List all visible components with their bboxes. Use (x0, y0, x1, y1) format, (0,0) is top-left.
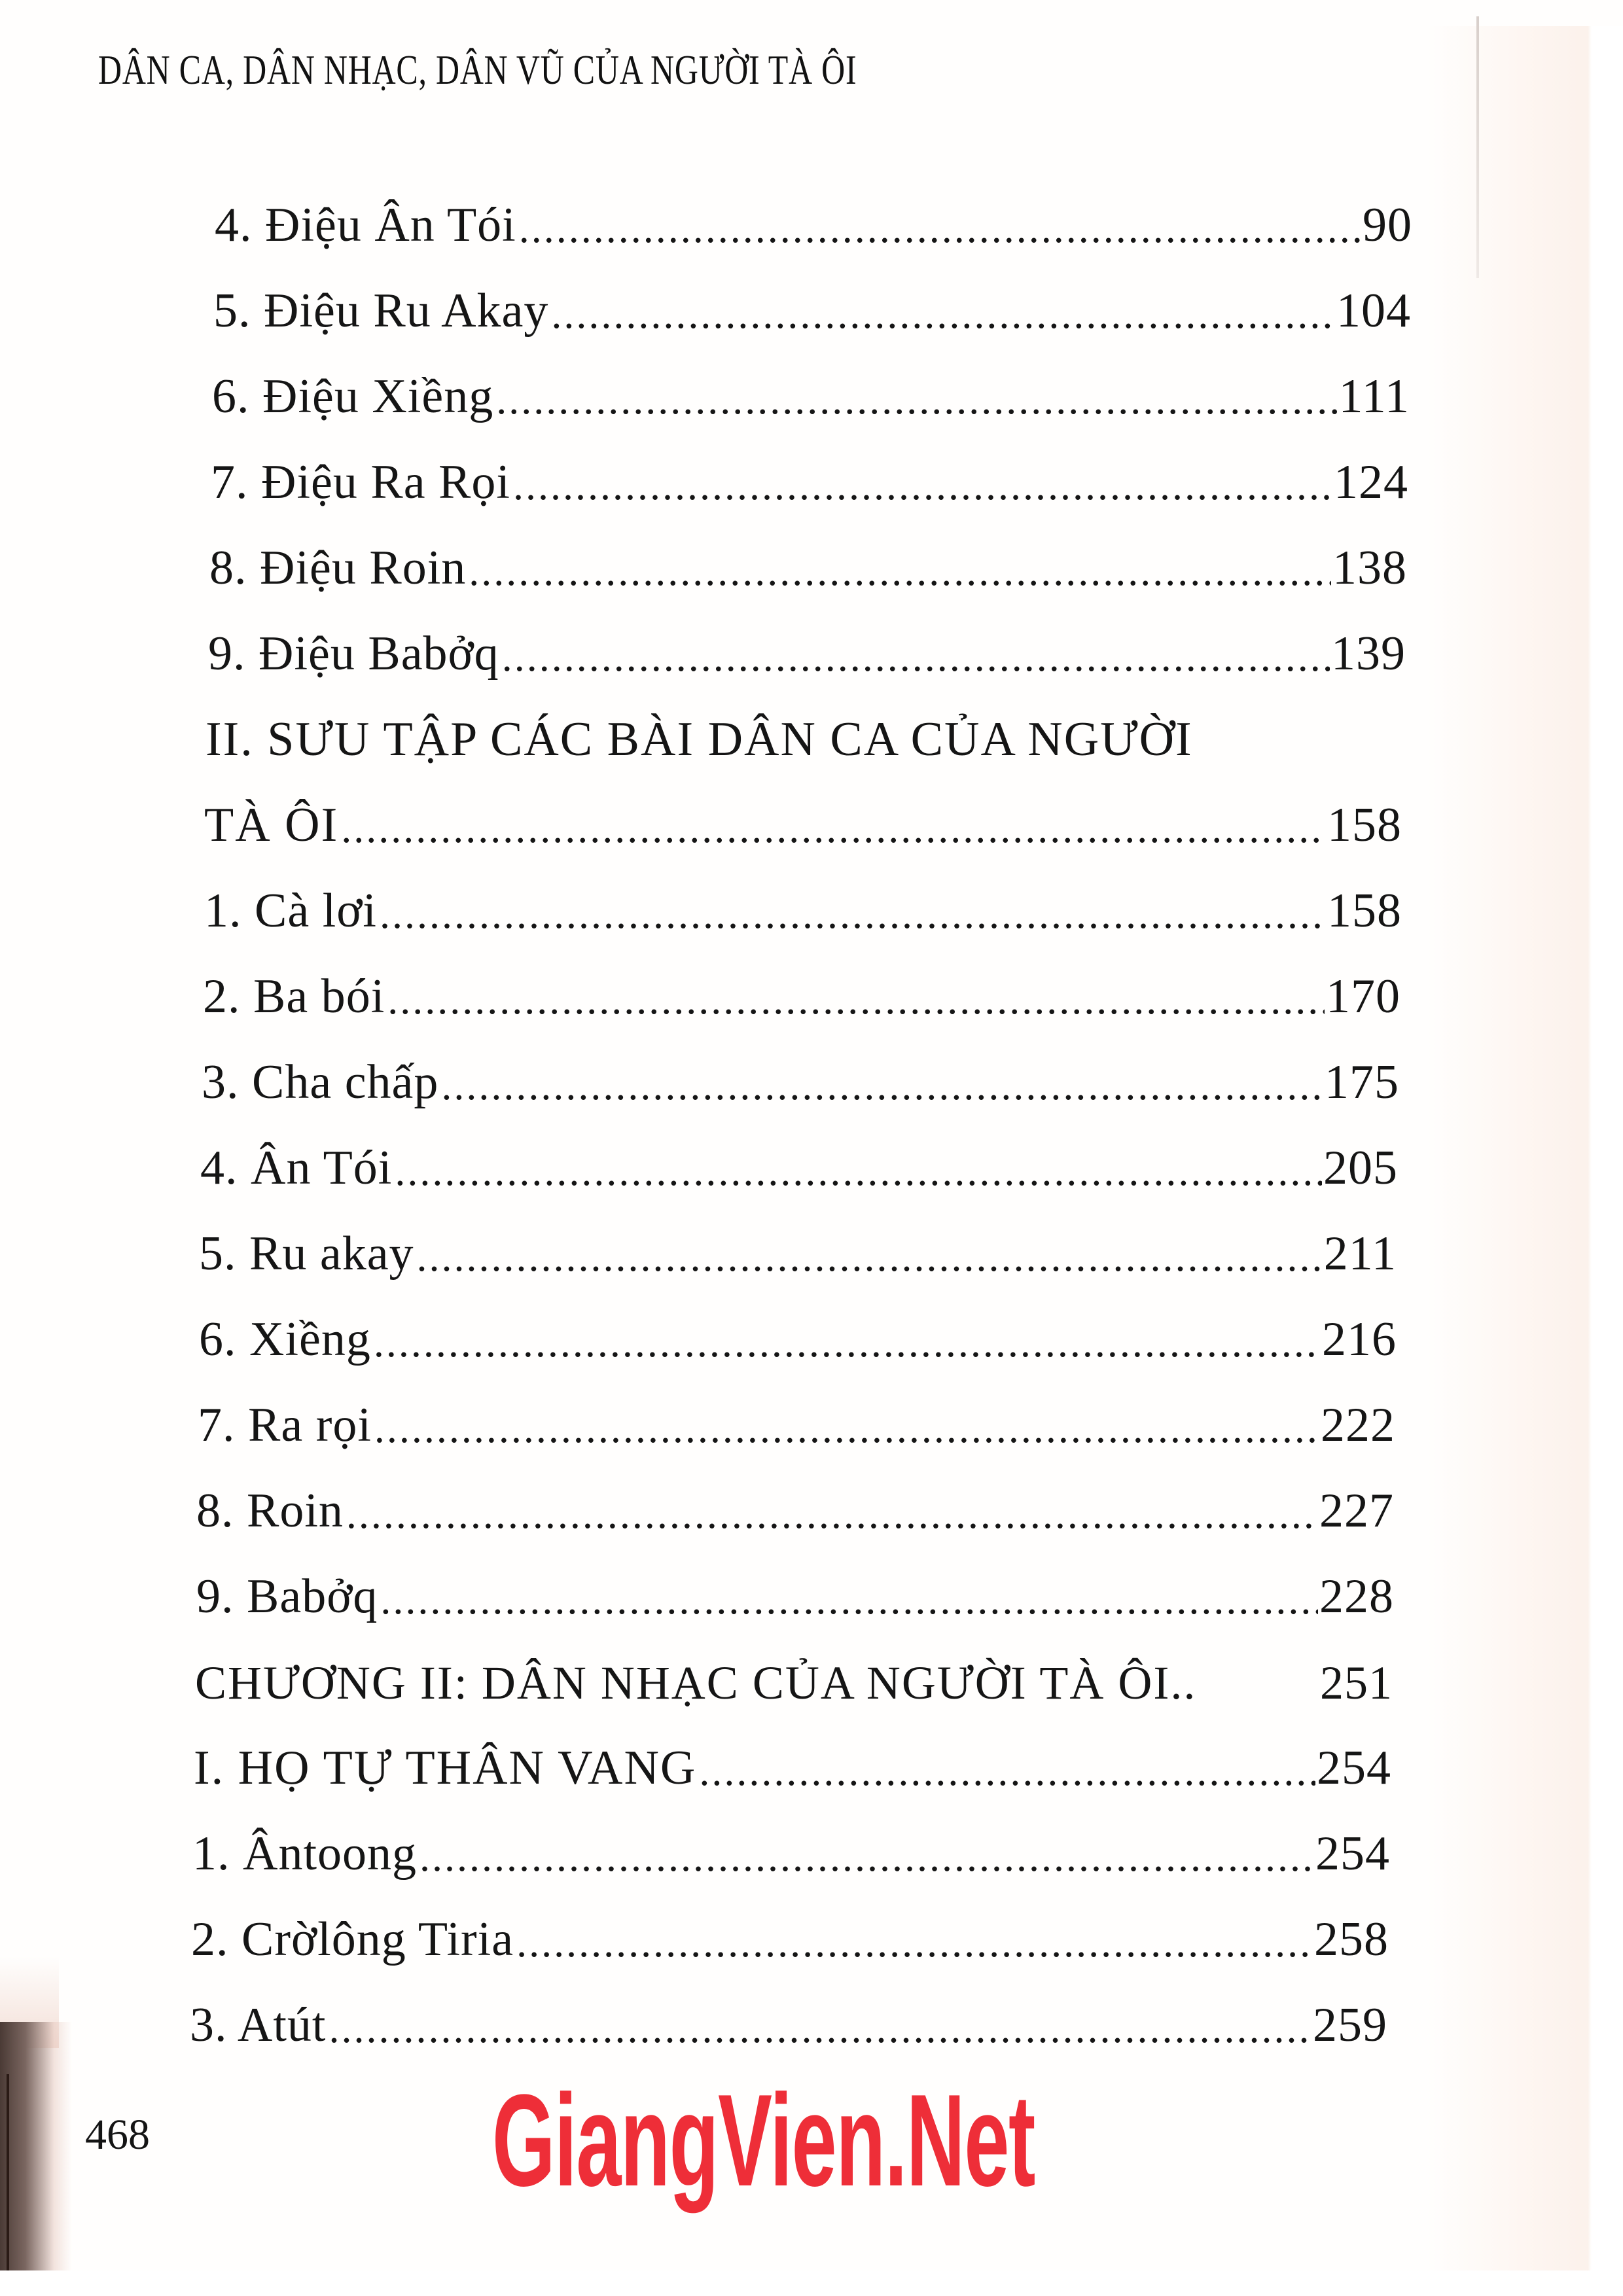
toc-entry-page: 227 (1319, 1484, 1394, 1538)
dot-leader (374, 1407, 1319, 1449)
toc-entry (191, 1878, 1389, 1964)
toc-entry (192, 1792, 1390, 1881)
dot-leader (387, 979, 1325, 1021)
dot-leader (496, 379, 1337, 421)
dot-leader (469, 550, 1331, 592)
page-number: 468 (85, 2111, 150, 2159)
toc-entry-label: 8. Điệu Roin (209, 541, 467, 595)
dot-leader (346, 1493, 1318, 1535)
dot-leader (551, 293, 1335, 335)
toc-entry (209, 506, 1407, 595)
toc-entry-label: TÀ ÔI (204, 798, 339, 852)
toc-entry-label: 6. Điệu Xiềng (212, 370, 494, 423)
toc-entry (211, 421, 1408, 509)
dot-leader (516, 1922, 1313, 1964)
toc-entry-page: 251 (1320, 1657, 1393, 1709)
toc-entry (200, 1106, 1398, 1195)
dot-leader (441, 1065, 1323, 1106)
dot-leader (419, 1836, 1314, 1878)
toc-section-heading-continued (204, 764, 1402, 852)
dot-leader (513, 465, 1332, 506)
toc-entry-page: 175 (1325, 1055, 1399, 1109)
toc-entry-page: 104 (1336, 284, 1411, 338)
running-header: DÂN CA, DÂN NHẠC, DÂN VŨ CỦA NGƯỜI TÀ ÔI (98, 46, 857, 93)
toc-entry-label: II. SƯU TẬP CÁC BÀI DÂN CA CỦA NGƯỜI (205, 713, 1193, 766)
toc-entry-label: 4. Điệu Ân Tói (215, 198, 516, 252)
toc-entry-label: 5. Điệu Ru Akay (213, 284, 549, 338)
toc-entry (213, 249, 1411, 338)
dot-leader (374, 1322, 1321, 1364)
toc-entry-label: 9. Điệu Babởq (208, 627, 499, 680)
toc-entry-label: 9. Babởq (196, 1570, 378, 1623)
toc-entry-page: 228 (1319, 1570, 1394, 1623)
toc-entry-page: 259 (1313, 1998, 1387, 2052)
toc-entry-page: 138 (1332, 541, 1407, 595)
toc-entry-page: 124 (1334, 455, 1408, 509)
page-edge-line (1476, 16, 1479, 278)
toc-entry-page: 205 (1323, 1141, 1398, 1195)
toc-entry-page: 254 (1317, 1741, 1391, 1795)
toc-entry-label: 5. Ru akay (199, 1227, 414, 1280)
toc-entry-label: 2. Crờlông Tiria (191, 1913, 514, 1966)
dot-leader (341, 807, 1326, 849)
toc-entry-label: 7. Điệu Ra Rọi (211, 455, 510, 509)
toc-entry (198, 1364, 1395, 1452)
toc-entry (199, 1192, 1397, 1278)
toc-entry-label: 4. Ân Tói (200, 1141, 393, 1195)
toc-entry-label: I. HỌ TỰ THÂN VANG (194, 1741, 697, 1795)
toc-entry-page: 170 (1326, 970, 1400, 1023)
dot-leader (502, 636, 1330, 678)
toc-entry-page: 111 (1338, 370, 1410, 423)
toc-section-heading (205, 678, 1403, 764)
toc-entry-page: 158 (1327, 884, 1402, 938)
dot-leader (699, 1750, 1315, 1792)
toc-section-heading (194, 1706, 1391, 1795)
scan-bottom-margin (0, 2270, 1623, 2296)
dot-leader (417, 1236, 1323, 1278)
dot-leader (380, 893, 1326, 935)
dot-leader (395, 1150, 1322, 1192)
toc-entry-label: 3. Cha chấp (202, 1055, 439, 1109)
dot-leader (519, 207, 1361, 249)
toc-entry-page: 158 (1327, 798, 1402, 852)
dot-leader (380, 1579, 1318, 1621)
dot-leader (329, 2007, 1311, 2049)
binding-shadow (0, 2022, 72, 2270)
toc-entry (196, 1449, 1394, 1538)
toc-entry-label: 3. Atút (190, 1998, 327, 2052)
toc-entry-label: CHƯƠNG II: DÂN NHẠC CỦA NGƯỜI TÀ ÔI.. (195, 1657, 1197, 1709)
toc-entry-page: 222 (1321, 1398, 1395, 1452)
table-of-contents (190, 164, 1412, 2052)
page-edge-shading (1427, 26, 1623, 2270)
toc-entry (204, 849, 1402, 938)
toc-entry-label: 8. Roin (196, 1484, 344, 1538)
binding-edge-line (7, 2074, 9, 2270)
toc-entry-label: 7. Ra rọi (198, 1398, 372, 1452)
toc-entry-label: 6. Xiềng (199, 1313, 371, 1366)
toc-entry-label: 1. Cà lơi (204, 884, 377, 938)
toc-entry (208, 592, 1406, 678)
toc-entry (196, 1535, 1394, 1621)
toc-entry (212, 335, 1410, 421)
toc-entry-label: 1. Ântoong (192, 1827, 417, 1881)
toc-entry-label: 2. Ba bói (203, 970, 385, 1023)
toc-entry (203, 935, 1400, 1021)
toc-entry-page: 211 (1323, 1227, 1397, 1280)
toc-entry (202, 1021, 1399, 1109)
toc-entry-page: 254 (1315, 1827, 1390, 1881)
toc-entry (199, 1278, 1397, 1364)
toc-entry (215, 164, 1412, 252)
toc-entry-page: 216 (1322, 1313, 1397, 1366)
toc-entry-page: 90 (1363, 198, 1412, 252)
watermark-logo: GiangVien.Net (492, 2068, 1035, 2214)
toc-entry-page: 139 (1331, 627, 1406, 680)
toc-entry-page: 258 (1314, 1913, 1389, 1966)
toc-chapter-heading (195, 1621, 1393, 1709)
toc-entry (190, 1964, 1387, 2052)
